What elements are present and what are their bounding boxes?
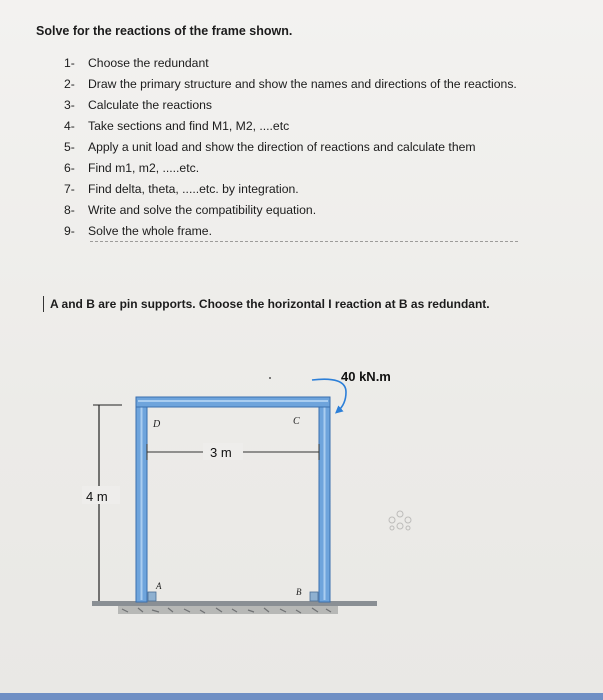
node-label-b: B (296, 587, 302, 597)
node-label-d: D (153, 419, 161, 430)
pin-support-a (148, 592, 156, 601)
bottom-edge-bar (0, 693, 603, 700)
pin-support-b (310, 592, 318, 601)
step-number: 5- (64, 140, 75, 154)
height-label: 4 m (86, 489, 108, 504)
step-number: 9- (64, 224, 75, 238)
step-text: Choose the redundant (88, 56, 209, 70)
width-dimension (147, 443, 319, 460)
width-label: 3 m (210, 445, 232, 460)
step-number: 3- (64, 98, 75, 112)
step-text: Take sections and find M1, M2, ....etc (88, 119, 290, 133)
step-text: Calculate the reactions (88, 98, 212, 112)
step-text: Write and solve the compatibility equation. (88, 203, 317, 217)
step-text: Draw the primary structure and show the names and directions of the reactions. (88, 77, 517, 91)
step-number: 6- (64, 161, 75, 175)
node-label-c: C (293, 416, 300, 427)
step-number: 8- (64, 203, 75, 217)
moment-label: 40 kN.m (341, 369, 391, 384)
step-text: Apply a unit load and show the direction of reactions and calculate them (88, 140, 476, 154)
step-number: 2- (64, 77, 75, 91)
step-text: Find m1, m2, .....etc. (88, 161, 200, 175)
step-text: Solve the whole frame. (88, 224, 212, 238)
step-number: 7- (64, 182, 75, 196)
step-number: 4- (64, 119, 75, 133)
move-handle-icon (389, 511, 411, 530)
node-label-a: A (156, 581, 162, 591)
support-note: A and B are pin supports. Choose the horizontal I reaction at B as redundant. (43, 296, 490, 312)
step-text: Find delta, theta, .....etc. by integration. (88, 182, 299, 196)
step-number: 1- (64, 56, 75, 70)
ground-hatch (92, 601, 377, 614)
stray-mark (269, 377, 271, 379)
problem-title: Solve for the reactions of the frame shown. (36, 24, 293, 38)
